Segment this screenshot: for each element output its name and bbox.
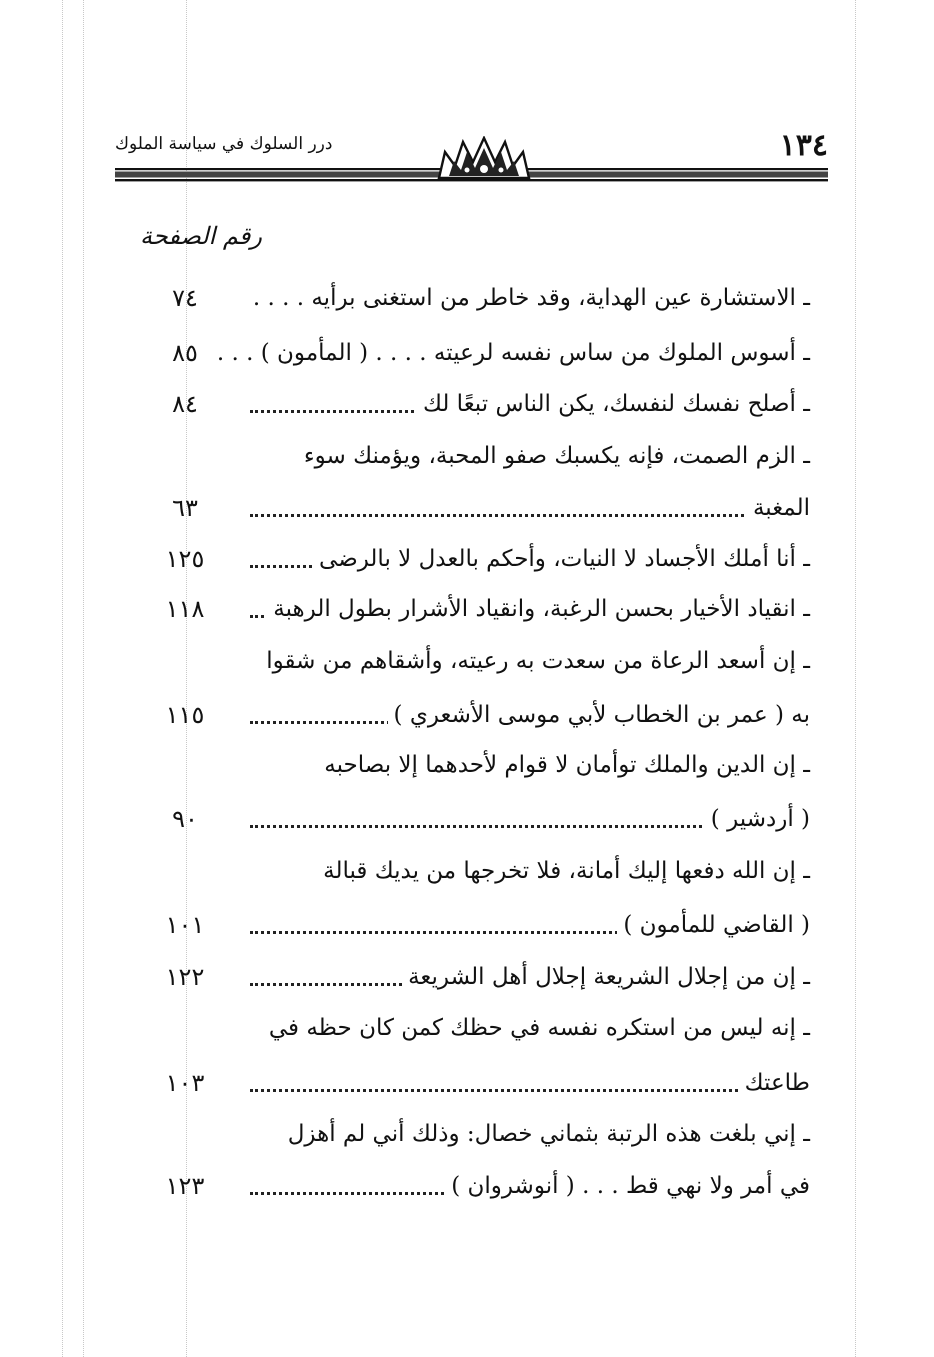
toc-entry <box>150 695 810 735</box>
toc-entry-text: في أمر ولا نهي قط . . . ( أنوشروان ) <box>445 1166 810 1206</box>
toc-entry-page-number: ١٢٥ <box>165 545 205 573</box>
toc-entry <box>150 436 810 476</box>
toc-entry <box>150 1063 810 1103</box>
toc-entry <box>150 799 810 839</box>
toc-entry-page-number: ٩٠ <box>172 805 198 833</box>
toc-entry <box>150 333 810 373</box>
toc-entry-page-number: ١٢٢ <box>165 963 205 991</box>
toc-entry <box>150 957 810 997</box>
toc-entry-text: ـ إنه ليس من استكره نفسه في حظك كمن كان حظه في <box>263 1008 810 1048</box>
toc-entry <box>150 851 810 891</box>
page-number: ١٣٤ <box>779 128 828 163</box>
toc-entry-text: ـ إن الله دفعها إليك أمانة، فلا تخرجها من يديك قبالة <box>317 851 810 891</box>
toc-entry <box>150 539 810 579</box>
page-header <box>115 128 828 184</box>
crown-ornament-icon <box>437 136 531 182</box>
running-title: درر السلوك في سياسة الملوك <box>115 134 333 154</box>
toc-entry-text: ـ إن الدين والملك توأمان لا قوام لأحدهما إلا بصاحبه <box>318 745 810 785</box>
toc-entry <box>150 641 810 681</box>
toc-entry-text: ـ انقياد الأخيار بحسن الرغبة، وانقياد الأشرار بطول الرهبة <box>267 589 810 629</box>
toc-entry-text: ـ أنا أملك الأجساد لا النيات، وأحكم بالعدل لا بالرضى <box>313 539 810 579</box>
toc-entry-text: ـ الاستشارة عين الهداية، وقد خاطر من استغنى برأيه . . . . <box>247 278 810 318</box>
toc-entry-page-number: ٦٣ <box>172 494 198 522</box>
toc-entry <box>150 1008 810 1048</box>
toc-entry-text: ـ إن أسعد الرعاة من سعدت به رعيته، وأشقاهم من شقوا <box>260 641 810 681</box>
toc-entry-page-number: ١١٨ <box>165 595 205 623</box>
toc-entry-text: ( القاضي للمأمون ) <box>617 905 810 945</box>
column-caption-page-number: رقم الصفحة <box>140 222 262 250</box>
toc-entry <box>150 278 810 318</box>
toc-entry-page-number: ٨٤ <box>172 390 198 418</box>
toc-entry-text: ـ أصلح نفسك لنفسك، يكن الناس تبعًا لك <box>417 384 810 424</box>
toc-entry-text: ـ إني بلغت هذه الرتبة بثماني خصال: وذلك أني لم أهزل <box>282 1114 810 1154</box>
toc-entry-text: ـ الزم الصمت، فإنه يكسبك صفو المحبة، ويؤمنك سوء <box>298 436 810 476</box>
toc-entry-page-number: ٧٤ <box>172 284 198 312</box>
toc-entry-page-number: ١٠٣ <box>165 1069 205 1097</box>
toc-entry-page-number: ١٠١ <box>165 911 205 939</box>
dot-leader <box>250 1089 810 1092</box>
toc-entry-page-number: ١١٥ <box>165 701 205 729</box>
toc-entry-page-number: ٨٥ <box>172 339 198 367</box>
toc-entry-page-number: ١٢٣ <box>165 1172 205 1200</box>
toc-entry-text: ـ إن من إجلال الشريعة إجلال أهل الشريعة <box>402 957 810 997</box>
toc-entry-text: به ( عمر بن الخطاب لأبي موسى الأشعري ) <box>388 695 810 735</box>
scan-artifact-line <box>62 0 63 1357</box>
toc-entry <box>150 745 810 785</box>
toc-entry <box>150 384 810 424</box>
toc-entry-text: ـ أسوس الملوك من ساس نفسه لرعيته . . . . ( المأمون ) . . . <box>211 333 810 373</box>
toc-entry <box>150 488 810 528</box>
scan-artifact-line <box>855 0 856 1357</box>
toc-entry <box>150 589 810 629</box>
toc-entry <box>150 905 810 945</box>
dot-leader <box>250 514 810 517</box>
toc-entry <box>150 1166 810 1206</box>
toc-entry-text: المغبة <box>747 488 810 528</box>
toc-entry-text: طاعتك <box>739 1063 810 1103</box>
toc-entry-text: ( أردشير ) <box>705 799 810 839</box>
scan-artifact-line <box>83 0 84 1357</box>
toc-entry <box>150 1114 810 1154</box>
